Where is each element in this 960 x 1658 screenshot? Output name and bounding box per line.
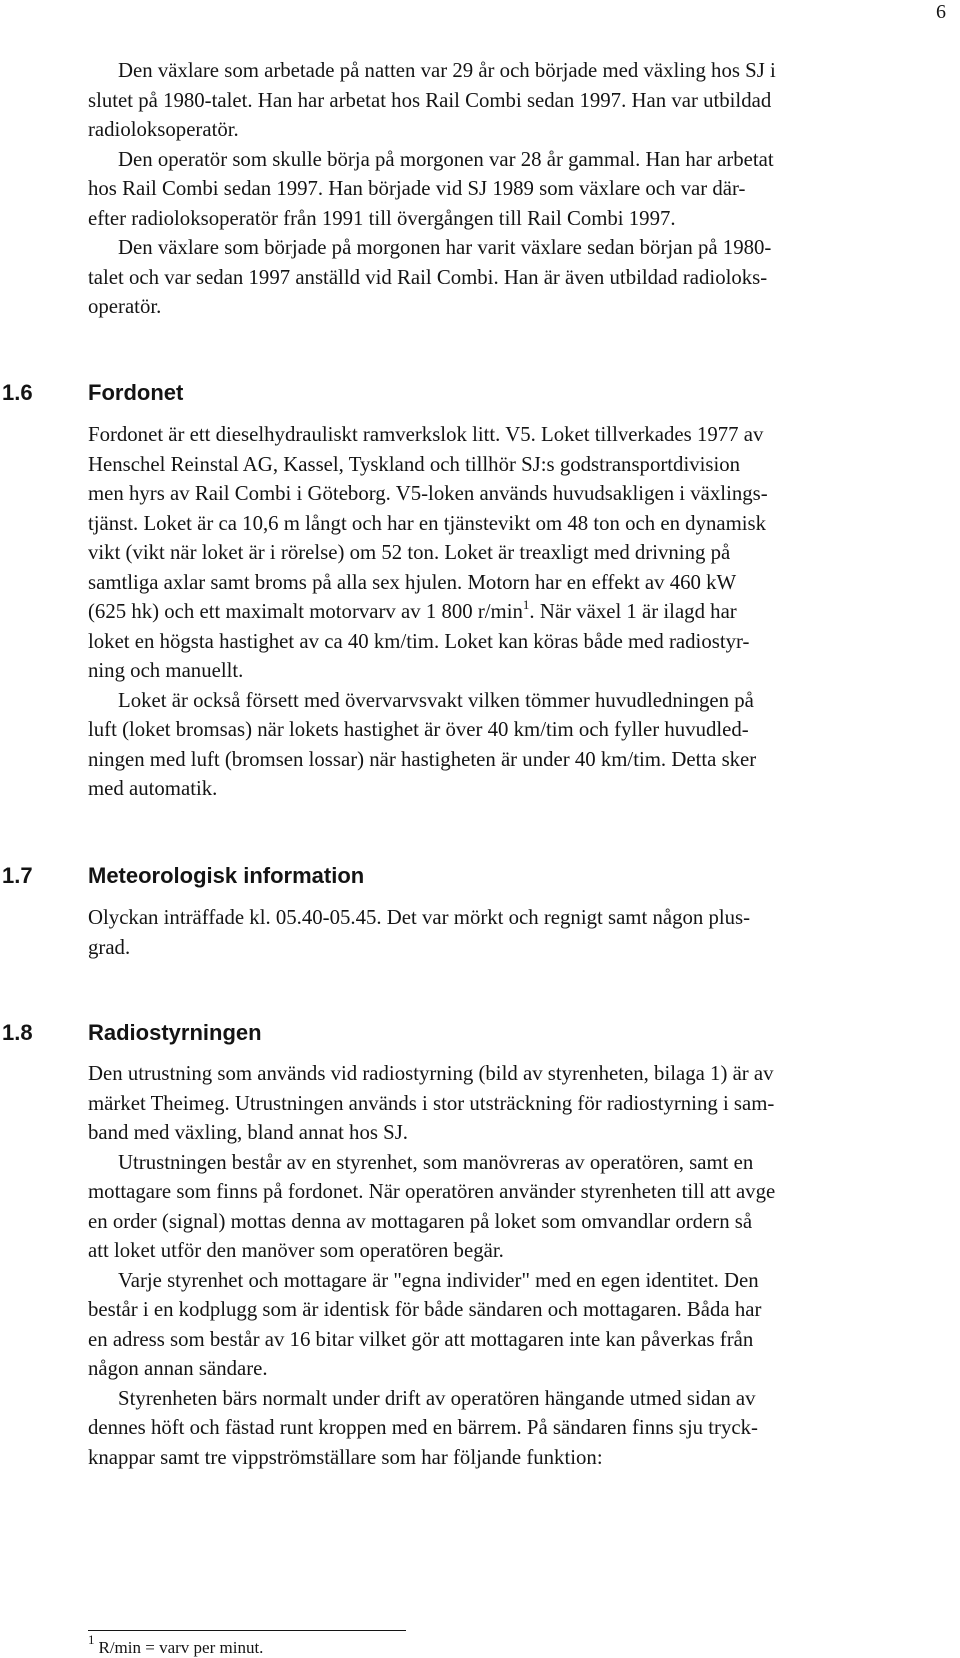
text-line: Fordonet är ett dieselhydrauliskt ramverkslok litt. V5. Loket tillverkades 1977 av [88,423,764,446]
text-line: radioloksoperatör. [88,118,239,141]
text-line: Utrustningen består av en styrenhet, som manövreras av operatören, samt en [118,1150,754,1174]
text-line: en order (signal) mottas denna av mottagaren på loket som omvandlar ordern så [88,1209,753,1233]
section-heading-1-8 [2,1018,262,1048]
page-number: 6 [936,1,946,23]
text-line: talet och var sedan 1997 anställd vid Rail Combi. Han är även utbildad radioloks- [88,265,768,289]
text-line: grad. [88,935,131,959]
section-title: Fordonet [88,380,184,405]
text-line: band med växling, bland annat hos SJ. [88,1121,408,1144]
section-1-8-text [88,1059,948,1472]
text-line: med automatik. [88,777,218,800]
text-segment: . När växel 1 är ilagd har [529,600,737,623]
text-line: hos Rail Combi sedan 1997. Han började vid SJ 1989 som växlare och var där- [88,177,746,200]
section-heading-1-7 [2,861,364,891]
section-number: 1.8 [2,1020,33,1045]
section-number: 1.6 [2,380,33,405]
text-line: Styrenheten bärs normalt under drift av operatören hängande utmed sidan av [118,1386,756,1410]
footnote-text: R/min = varv per minut. [98,1638,264,1657]
text-segment: (625 hk) och ett maximalt motorvarv av 1 800 r/min [88,600,523,623]
footnote [88,1632,264,1658]
text-line: men hyrs av Rail Combi i Göteborg. V5-loken används huvudsakligen i växlings- [88,482,768,505]
text-line: loket en högsta hastighet av ca 40 km/tim. Loket kan köras både med radiostyr- [88,629,750,653]
section-1-7-text [88,903,948,962]
text-line: operatör. [88,295,162,318]
text-line: tjänst. Loket är ca 10,6 m långt och har en tjänstevikt om 48 ton och en dynamisk [88,511,767,535]
text-line: en adress som består av 16 bitar vilket gör att mottagaren inte kan påverkas från [88,1327,754,1351]
text-line: slutet på 1980-talet. Han har arbetat hos Rail Combi sedan 1997. Han var utbildad [88,88,772,112]
intro-text [88,56,948,322]
text-line: Henschel Reinstal AG, Kassel, Tyskland och tillhör SJ:s godstransportdivision [88,452,741,476]
section-1-6-text [88,420,948,804]
text-line: någon annan sändare. [88,1357,268,1380]
text-line: efter radioloksoperatör från 1991 till övergången till Rail Combi 1997. [88,206,676,230]
text-line: mottagare som finns på fordonet. När operatören använder styrenheten till att avge [88,1180,776,1203]
text-line: ningen med luft (bromsen lossar) när hastigheten är under 40 km/tim. Detta sker [88,747,757,771]
text-line: Den utrustning som används vid radiostyrning (bild av styrenheten, bilaga 1) är av [88,1062,774,1085]
text-line: Varje styrenhet och mottagare är "egna individer" med en egen identitet. Den [118,1268,759,1292]
text-line: samtliga axlar samt broms på alla sex hjulen. Motorn har en effekt av 460 kW [88,570,737,594]
text-line: vikt (vikt när loket är i rörelse) om 52 ton. Loket är treaxligt med drivning på [88,541,731,564]
text-line: Olyckan inträffade kl. 05.40-05.45. Det var mörkt och regnigt samt någon plus- [88,906,751,929]
section-number: 1.7 [2,863,33,888]
text-line: märket Theimeg. Utrustningen används i stor utsträckning för radiostyrning i sam- [88,1091,775,1115]
text-line: Den växlare som arbetade på natten var 29 år och började med växling hos SJ i [118,59,776,82]
section-title: Meteorologisk information [88,863,365,888]
text-line: Den växlare som började på morgonen har varit växlare sedan början på 1980- [118,236,772,259]
text-line: dennes höft och fästad runt kroppen med en bärrem. På sändaren finns sju tryck- [88,1416,758,1439]
section-title: Radiostyrningen [88,1020,262,1045]
text-line: Den operatör som skulle börja på morgonen var 28 år gammal. Han har arbetat [118,147,774,171]
text-line: ning och manuellt. [88,659,244,682]
text-line: att loket utför den manöver som operatören begär. [88,1239,504,1262]
section-heading-1-6 [2,378,183,408]
footnote-ref: 1 [522,597,530,612]
text-line: luft (loket bromsas) när lokets hastighet är över 40 km/tim och fyller huvudled- [88,718,749,741]
text-line [88,597,948,627]
footnote-divider [88,1630,406,1631]
text-line: Loket är också försett med övervarvsvakt vilken tömmer huvudledningen på [118,688,754,712]
text-line: består i en kodplugg som är identisk för både sändaren och mottagaren. Båda har [88,1298,762,1321]
text-line: knappar samt tre vippströmställare som har följande funktion: [88,1445,603,1469]
footnote-mark: 1 [88,1632,95,1647]
